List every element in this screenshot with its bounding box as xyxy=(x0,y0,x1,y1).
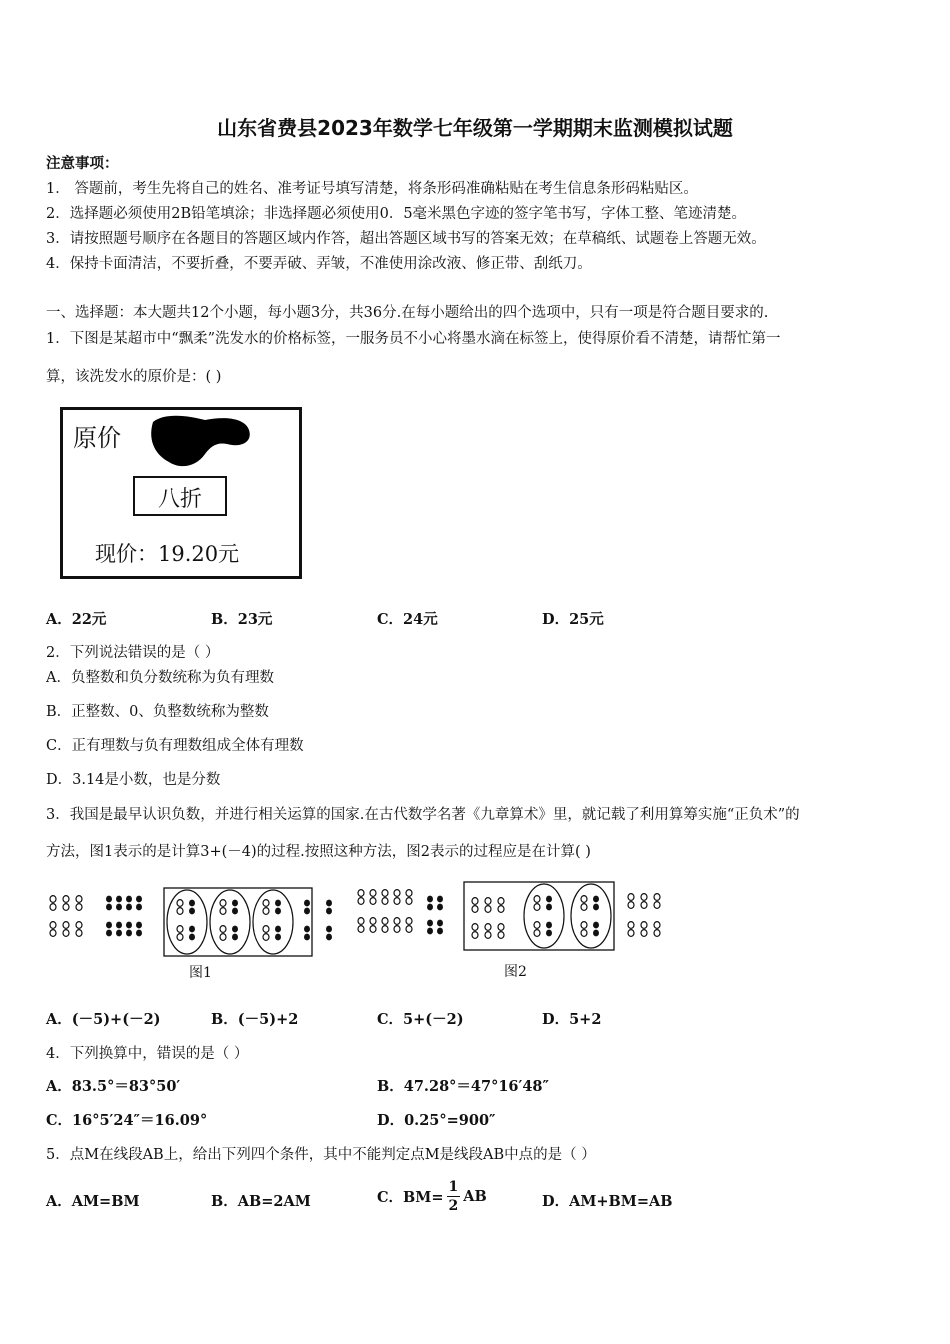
discount-label: 八折 xyxy=(157,487,202,512)
fig1-caption: 图1 xyxy=(189,965,212,981)
q1-stem-line2: 算，该洗发水的原价是：( ) xyxy=(46,369,222,385)
q1-option-b: B．23元 xyxy=(211,611,273,628)
q2-option-b: B．正整数、0、负整数统称为整数 xyxy=(46,704,269,720)
q5-option-c-suffix: AB xyxy=(463,1188,487,1205)
ink-blot xyxy=(145,412,255,470)
fig2-negative-rods xyxy=(427,896,443,935)
notice-heading: 注意事项： xyxy=(46,155,119,172)
q3-stem-line1: 3．我国是最早认识负数，并进行相关运算的国家.在古代数学名著《九章算术》里，就记载了利用算筹实施“正负术”的 xyxy=(46,807,800,823)
q3-option-c: C．5+(－2) xyxy=(377,1011,464,1028)
q4-option-a: A．83.5°＝83°50′ xyxy=(46,1078,181,1095)
q5-stem: 5．点M在线段AB上，给出下列四个条件，其中不能判定点M是线段AB中点的是（ ） xyxy=(46,1147,596,1163)
q4-stem: 4．下列换算中，错误的是（ ） xyxy=(46,1046,249,1062)
notice-item: 3．请按照题号顺序在各题目的答题区域内作答，超出答题区域书写的答案无效；在草稿纸、试题卷上答题无效。 xyxy=(46,231,766,247)
q5-option-c xyxy=(377,1178,487,1215)
fig2-positive-rods xyxy=(358,890,412,933)
one-half-fraction xyxy=(447,1178,461,1215)
fraction-denominator: 2 xyxy=(448,1198,459,1214)
q1-stem-line1: 1．下图是某超市中“飘柔”洗发水的价格标签，一服务员不小心将墨水滴在标签上，使得原价看不清楚，请帮忙第一 xyxy=(46,331,781,347)
q5-option-c-prefix: C．BM= xyxy=(377,1189,444,1206)
q5-option-b: B．AB=2AM xyxy=(211,1193,311,1210)
fig1-negative-rods xyxy=(106,896,142,937)
q4-option-d: D．0.25°=900″ xyxy=(377,1112,496,1129)
fraction-numerator: 1 xyxy=(448,1179,459,1195)
notice-item: 4．保持卡面清洁，不要折叠，不要弄破、弄皱，不准使用涂改液、修正带、刮纸刀。 xyxy=(46,256,592,272)
q2-stem: 2．下列说法错误的是（ ） xyxy=(46,645,220,661)
q3-stem-line2: 方法，图1表示的是计算3+(－4)的过程.按照这种方法，图2表示的过程应是在计算( ) xyxy=(46,844,591,860)
q4-option-b: B．47.28°＝47°16′48″ xyxy=(377,1078,549,1095)
q3-option-a: A．(－5)+(－2) xyxy=(46,1011,161,1028)
q3-option-d: D．5+2 xyxy=(542,1011,602,1028)
fig2-caption: 图2 xyxy=(504,964,527,980)
counting-rods-figure xyxy=(44,878,674,986)
q2-option-a: A．负整数和负分数统称为负有理数 xyxy=(46,670,274,686)
q5-option-d: D．AM+BM=AB xyxy=(542,1193,673,1210)
current-price: 现价：19.20元 xyxy=(95,542,240,566)
section-heading: 一、选择题：本大题共12个小题，每小题3分，共36分.在每小题给出的四个选项中，只有一项是符合题目要求的. xyxy=(46,305,769,321)
notice-item: 2．选择题必须使用2B铅笔填涂；非选择题必须使用0．5毫米黑色字迹的签字笔书写，字体工整、笔迹清楚。 xyxy=(46,206,747,222)
page-title: 山东省费县2023年数学七年级第一学期期末监测模拟试题 xyxy=(217,116,733,140)
price-tag-original-label: 原价 xyxy=(73,424,121,452)
q3-option-b: B．(－5)+2 xyxy=(211,1011,299,1028)
q1-option-a: A．22元 xyxy=(46,611,107,628)
q2-option-d: D．3.14是小数，也是分数 xyxy=(46,772,221,788)
price-tag-figure xyxy=(60,407,302,579)
q1-option-d: D．25元 xyxy=(542,611,604,628)
q1-option-c: C．24元 xyxy=(377,611,438,628)
q2-option-c: C．正有理数与负有理数组成全体有理数 xyxy=(46,738,304,754)
notice-item: 1． 答题前，考生先将自己的姓名、准考证号填写清楚，将条形码准确粘贴在考生信息条形码粘贴区。 xyxy=(46,181,698,197)
q4-option-c: C．16°5′24″＝16.09° xyxy=(46,1112,208,1129)
fig1-positive-rods xyxy=(50,896,82,937)
q5-option-a: A．AM=BM xyxy=(46,1193,140,1210)
